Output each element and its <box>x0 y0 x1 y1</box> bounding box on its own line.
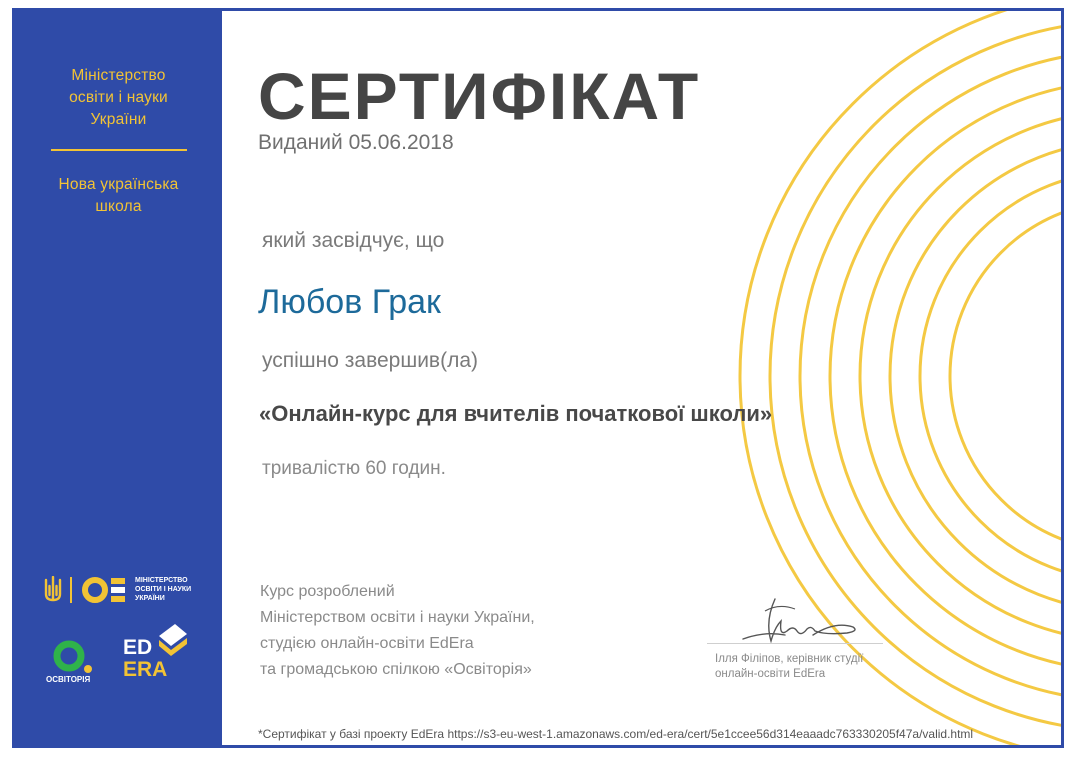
edera-logo-text-top: ED <box>123 636 153 659</box>
certifies-text: який засвідчує, що <box>262 229 445 252</box>
certificate-frame <box>12 8 1064 748</box>
verification-footnote: *Сертифікат у базі проекту EdEra https://s3-eu-west-1.amazonaws.com/ed-era/cert/5e1ccee56d314eaaadc763330205f47a/valid.html <box>258 727 974 741</box>
signer-caption: Ілля Філіпов, керівник студії онлайн-освіти EdEra <box>715 653 864 680</box>
issued-date: Виданий 05.06.2018 <box>258 131 454 154</box>
certificate-title: СЕРТИФІКАТ <box>258 59 701 133</box>
signature-line <box>707 643 883 644</box>
developers-block: Курс розроблений Міністерством освіти і науки України, студією онлайн-освіти EdEra та громадською спілкою «Освіторія» <box>260 583 535 678</box>
ministry-name: Міністерство освіти і науки України <box>69 67 168 128</box>
completed-text: успішно завершив(ла) <box>262 349 478 372</box>
edera-logo-text-bottom: ERA <box>123 658 168 681</box>
course-title: «Онлайн-курс для вчителів початкової школи» <box>259 401 773 426</box>
osvitoria-logo-text: ОСВІТОРІЯ <box>46 675 91 684</box>
ring <box>920 171 1064 581</box>
signature-icon <box>735 591 865 656</box>
nus-name: Нова українська школа <box>58 176 179 215</box>
ring <box>950 201 1064 551</box>
mon-logo-text: МІНІСТЕРСТВО ОСВІТИ І НАУКИ УКРАЇНИ <box>135 577 192 602</box>
course-duration: тривалістю 60 годин. <box>262 458 446 479</box>
ring <box>830 81 1064 671</box>
recipient-name: Любов Грак <box>258 283 441 321</box>
